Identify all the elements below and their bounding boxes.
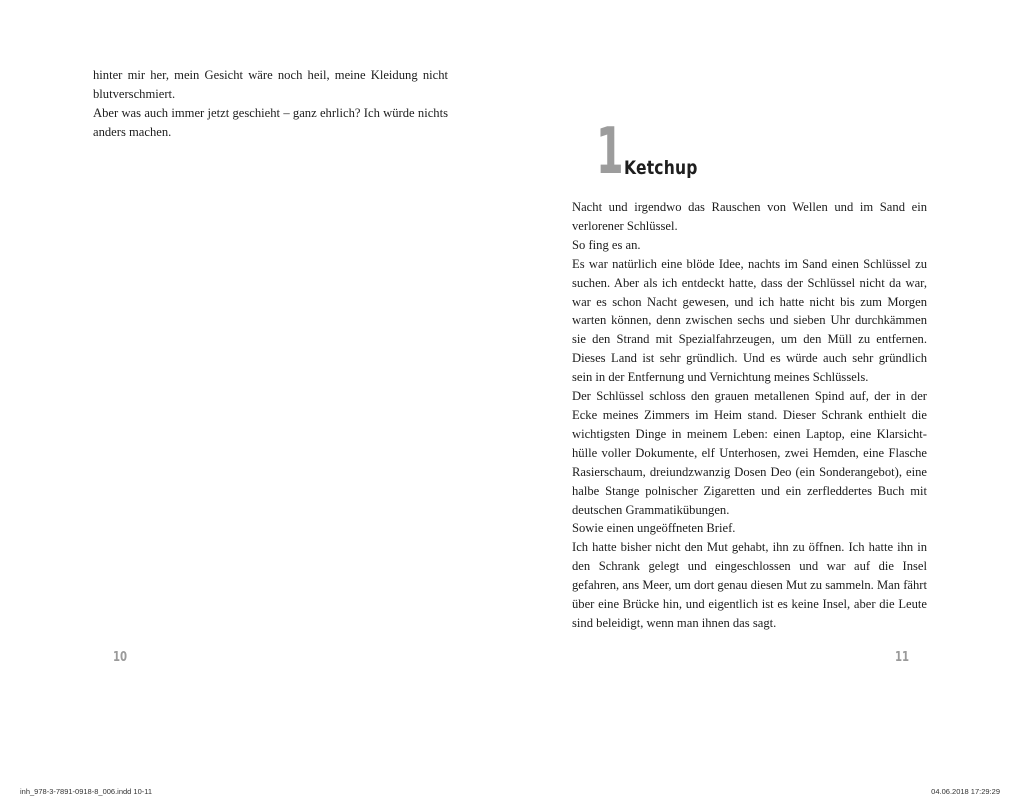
paragraph: So fing es an. (572, 237, 641, 252)
right-page-text (572, 198, 927, 633)
paragraph: hinter mir her, mein Gesicht wäre noch heil, meine Kleidung nicht blutverschmiert. (93, 68, 448, 101)
chapter-heading (596, 115, 714, 189)
page-number-left: 10 (113, 650, 128, 665)
paragraph: Der Schlüssel schloss den grauen metallenen Spind auf, der in der Ecke meines Zimmers im Heim stand. Dieser Schrank enthielt die wichtigsten Dinge in meinem Leben: einen Laptop, eine Klarsichthülle voller Dokumente, elf Unterhosen, zwei Hemden, eine Flasche Rasierschaum, dreiundzwanzig Dosen Deo (ein Sonderangebot), eine halbe Stange polnischer Zigaretten und ein zerfleddertes Buch mit deutschen Grammatikübungen. (572, 389, 927, 517)
page-number-right: 11 (895, 650, 910, 665)
print-slug-file: inh_978-3-7891-0918-8_006.indd 10-11 (20, 787, 153, 796)
left-page-text (93, 66, 448, 142)
paragraph: Es war natürlich eine blöde Idee, nachts im Sand einen Schlüssel zu suchen. Aber als ich entdeckt hatte, dass der Schlüssel nicht da war, war es schon Nacht gewesen, und ich hatte nicht bis zum Morgen warten können, denn zwischen sechs und sieben Uhr durchkämmen sie den Strand mit Spezialfahrzeugen, um den Müll zu entfernen. Dieses Land ist sehr gründlich. Und es würde auch sehr gründlich sein in der Entfernung und Vernichtung meines Schlüssels. (572, 256, 927, 385)
paragraph: Nacht und irgendwo das Rauschen von Wellen und im Sand ein verlorener Schlüssel. (572, 200, 927, 233)
paragraph: Aber was auch immer jetzt geschieht – ganz ehrlich? Ich würde nichts anders machen. (93, 105, 448, 139)
chapter-number: 1 (596, 115, 623, 189)
right-page (510, 0, 1020, 800)
paragraph: Sowie einen ungeöffneten Brief. (572, 521, 736, 536)
print-slug-timestamp: 04.06.2018 17:29:29 (931, 787, 1000, 796)
paragraph: Ich hatte bisher nicht den Mut gehabt, ihn zu öffnen. Ich hatte ihn in den Schrank gelegt und eingeschlossen und war auf die Insel gefahren, ans Meer, um dort genau diesen Mut zu sammeln. Man fährt über eine Brücke hin, und eigentlich ist es keine Insel, aber die Leute sind beleidigt, wenn man ihnen das sagt. (572, 540, 927, 630)
chapter-title: Ketchup (624, 157, 698, 179)
